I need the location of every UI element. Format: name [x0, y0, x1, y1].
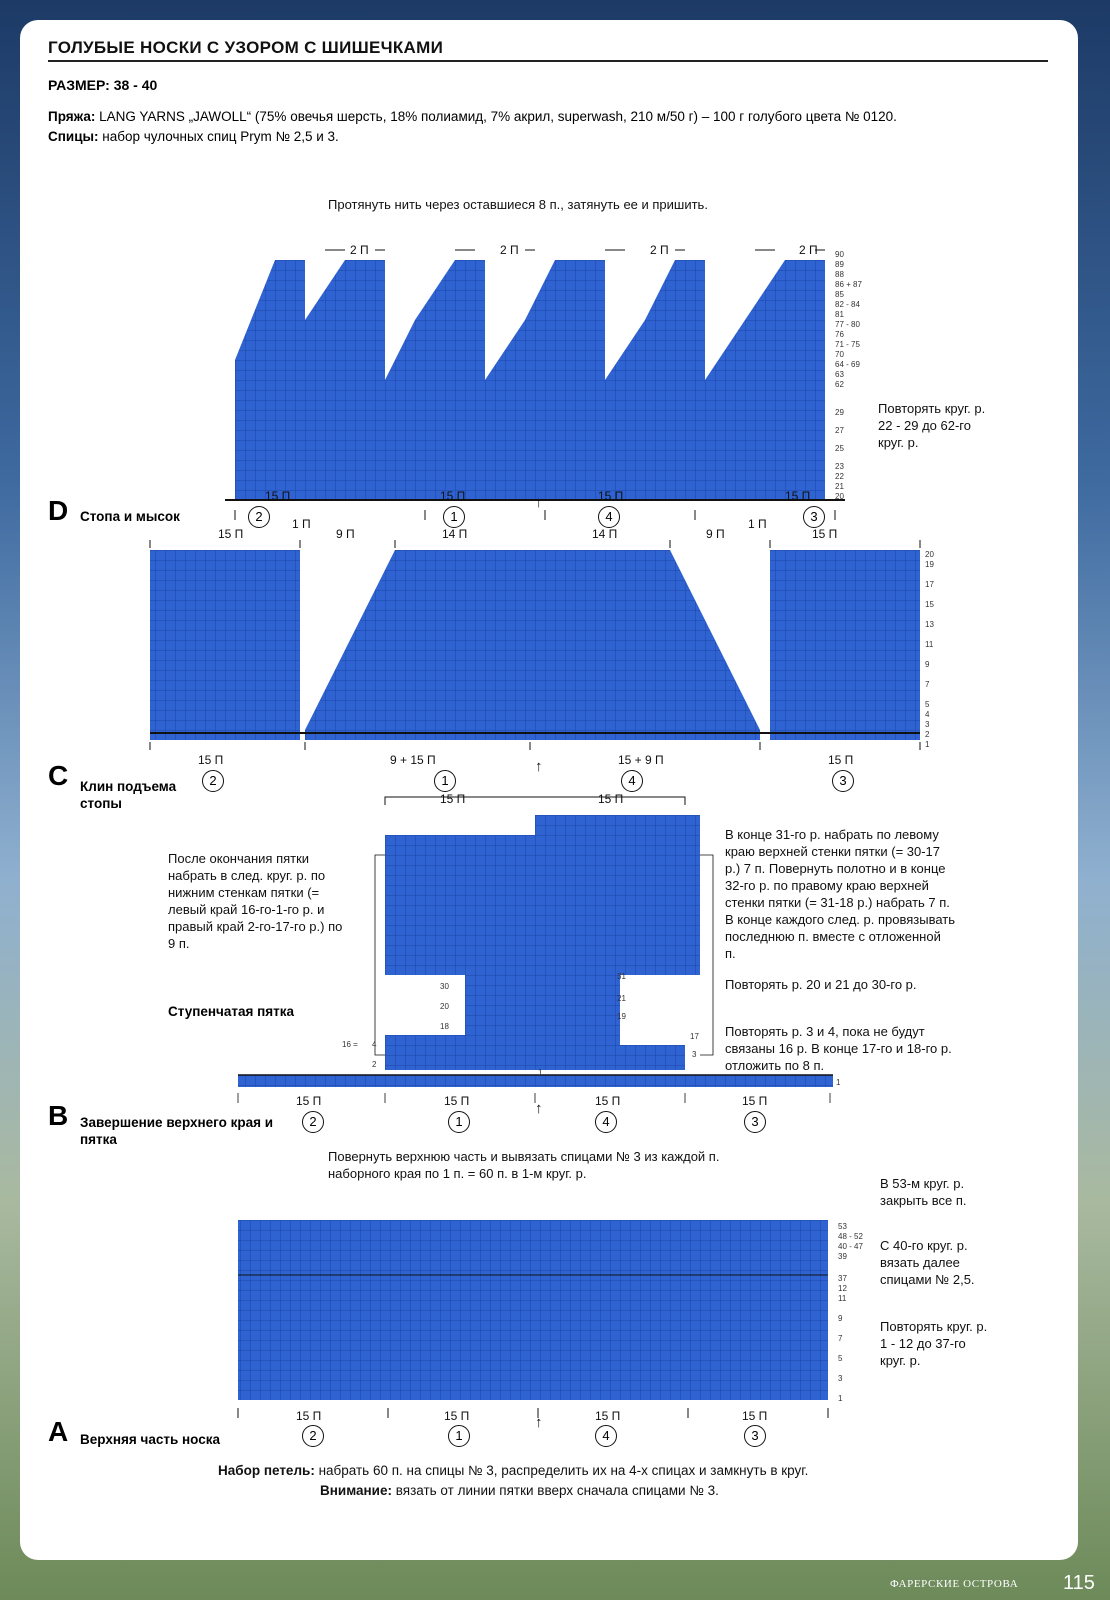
- cast-on-text: набрать 60 п. на спицы № 3, распределить их на 4-х спицах и замкнуть в круг.: [314, 1463, 809, 1478]
- b-heel-num-1: 1: [538, 1068, 543, 1077]
- b-heel-num-4: 4: [372, 1040, 377, 1049]
- c-top-label-3: 9 П: [336, 527, 355, 541]
- b-heel-num-3: 3: [692, 1050, 697, 1059]
- page-number: 115: [1063, 1572, 1095, 1594]
- d-repeat-note: Повторять круг. р. 22 - 29 до 62-го круг. р.: [878, 401, 986, 450]
- b-heel-num-20: 20: [440, 1002, 449, 1011]
- yarn-text: LANG YARNS „JAWOLL“ (75% овечья шерсть, 18% полиамид, 7% акрил, superwash, 210 м/50 г) – 100 г голубого цвета № 0120.: [95, 109, 897, 124]
- d-needle-1: 1: [443, 506, 465, 528]
- b-heel-num-16: 16 =: [342, 1040, 358, 1049]
- c-needle-3: 3: [832, 770, 854, 792]
- b-center-arrow: ↑: [535, 1100, 543, 1117]
- a-needle-1: 1: [448, 1425, 470, 1447]
- c-row-numbers: 20 19 17 15 13 11 9 7 5 4 3 2 1: [925, 550, 934, 749]
- needles-line: [48, 129, 339, 144]
- b-needle-3: 3: [744, 1111, 766, 1133]
- c-needle-4: 4: [621, 770, 643, 792]
- page-footer: [880, 1566, 1110, 1600]
- cast-on-label: Набор петель:: [218, 1463, 315, 1478]
- a-row-numbers: 53 48 - 52 40 - 47 39 37 12 11 9 7 5 3 1: [838, 1222, 863, 1403]
- section-a-title: Верхняя часть носка: [80, 1432, 221, 1447]
- section-d-title: Стопа и мысок: [80, 509, 180, 524]
- d-center-arrow: ↑: [535, 494, 543, 511]
- c-top-label-5: 14 П: [592, 527, 618, 541]
- c-top-label-4: 14 П: [442, 527, 468, 541]
- size-line: РАЗМЕР: 38 - 40: [48, 77, 158, 93]
- a-bottom-label-4: 15 П: [742, 1409, 768, 1423]
- c-bottom-label-1: 15 П: [198, 753, 224, 767]
- b-bottom-label-2: 15 П: [444, 1094, 470, 1108]
- b-top-label-1: 15 П: [440, 792, 466, 806]
- b-bottom-note: Повернуть верхнюю часть и вывязать спицами № 3 из каждой п. наборного края по 1 п. = 60 п. в 1-м круг. р.: [328, 1149, 720, 1181]
- d-top-label-3: 2 П: [650, 243, 669, 257]
- a-note-1: В 53-м круг. р. закрыть все п.: [880, 1176, 967, 1208]
- d-needle-3: 3: [803, 506, 825, 528]
- section-d-top-note: Протянуть нить через оставшиеся 8 п., затянуть ее и пришить.: [328, 197, 708, 212]
- d-top-label-2: 2 П: [500, 243, 519, 257]
- b-heel-num-31: 31: [617, 972, 626, 981]
- a-center-arrow: ↑: [535, 1414, 543, 1431]
- d-top-label-1: 2 П: [350, 243, 369, 257]
- b-bottom-label-4: 15 П: [742, 1094, 768, 1108]
- magazine-page: [20, 20, 1078, 1560]
- a-needle-2: 2: [302, 1425, 324, 1447]
- d-top-label-4: 2 П: [799, 243, 818, 257]
- b-heel-subtitle: Ступенчатая пятка: [168, 1004, 295, 1019]
- c-top-label-2: 1 П: [292, 517, 311, 531]
- section-b-letter: B: [48, 1100, 69, 1131]
- d-needle-4: 4: [598, 506, 620, 528]
- section-d-chart: [225, 220, 865, 520]
- yarn-line: [48, 109, 897, 124]
- c-top-label-6: 9 П: [706, 527, 725, 541]
- attention-label: Внимание:: [320, 1483, 392, 1498]
- a-needle-4: 4: [595, 1425, 617, 1447]
- section-c-title: Клин подъема стопы: [80, 779, 177, 811]
- section-b-title: Завершение верхнего края и пятка: [80, 1115, 274, 1147]
- c-bottom-label-3: 15 + 9 П: [618, 753, 664, 767]
- yarn-label: Пряжа:: [48, 109, 96, 124]
- footer-section: ФАРЕРСКИЕ ОСТРОВА: [890, 1578, 1019, 1590]
- cast-on-line: [218, 1462, 808, 1479]
- needles-label: Спицы:: [48, 129, 99, 144]
- b-bottom-label-3: 15 П: [595, 1094, 621, 1108]
- b-heel-num-21: 21: [617, 994, 626, 1003]
- b-right-note-2: Повторять р. 20 и 21 до 30-го р.: [725, 977, 917, 992]
- section-c-chart: [145, 540, 925, 750]
- title-divider: [48, 60, 1048, 62]
- c-bottom-label-4: 15 П: [828, 753, 854, 767]
- pattern-title: ГОЛУБЫЕ НОСКИ С УЗОРОМ С ШИШЕЧКАМИ: [48, 38, 444, 57]
- attention-text: вязать от линии пятки вверх сначала спицами № 3.: [391, 1483, 719, 1498]
- b-heel-num-18: 18: [440, 1022, 449, 1031]
- section-a-letter: A: [48, 1416, 69, 1447]
- c-top-label-1: 15 П: [218, 527, 244, 541]
- b-right-note-1: В конце 31-го р. набрать по левому краю верхней стенки пятки (= 30-17 р.) 7 п. Повернуть полотно и в конце 32-го р. по правому краю верхней стенки пятки (= 31-18 р.) набрать 7 п. В конце каждого след. р. провязывать последнюю п. вместе с отложенной п.: [725, 827, 956, 961]
- section-a-chart: [230, 1220, 840, 1430]
- c-center-arrow: ↑: [535, 758, 543, 775]
- b-heel-num-17: 17: [690, 1032, 699, 1041]
- a-needle-3: 3: [744, 1425, 766, 1447]
- b-heel-num-2: 2: [372, 1060, 377, 1069]
- c-top-label-7: 1 П: [748, 517, 767, 531]
- attention-line: [320, 1482, 719, 1499]
- b-needle-4: 4: [595, 1111, 617, 1133]
- d-bottom-label-1: 15 П: [265, 489, 291, 503]
- b-right-note-3: Повторять р. 3 и 4, пока не будут связаны 16 р. В конце 17-го и 18-го р. отложить по 8 п.: [725, 1024, 952, 1073]
- c-needle-1: 1: [434, 770, 456, 792]
- a-bottom-label-3: 15 П: [595, 1409, 621, 1423]
- a-note-2: С 40-го круг. р. вязать далее спицами № 2,5.: [880, 1238, 975, 1287]
- b-top-label-2: 15 П: [598, 792, 624, 806]
- b-cast-on-num-1: 1: [836, 1078, 841, 1087]
- a-note-3: Повторять круг. р. 1 - 12 до 37-го круг. р.: [880, 1319, 988, 1368]
- a-bottom-label-2: 15 П: [444, 1409, 470, 1423]
- b-needle-1: 1: [448, 1111, 470, 1133]
- b-heel-num-19: 19: [617, 1012, 626, 1021]
- d-bottom-label-3: 15 П: [598, 489, 624, 503]
- d-row-numbers: 90 89 88 86 + 87 85 82 - 84 81 77 - 80 76 71 - 75 70 64 - 69 63 62 29 27 25 23 22 21 20: [835, 250, 862, 501]
- section-c-letter: C: [48, 760, 69, 791]
- b-heel-num-30: 30: [440, 982, 449, 991]
- d-bottom-label-4: 15 П: [785, 489, 811, 503]
- b-bottom-label-1: 15 П: [296, 1094, 322, 1108]
- b-needle-2: 2: [302, 1111, 324, 1133]
- c-bottom-label-2: 9 + 15 П: [390, 753, 436, 767]
- c-top-label-8: 15 П: [812, 527, 838, 541]
- a-bottom-label-1: 15 П: [296, 1409, 322, 1423]
- c-needle-2: 2: [202, 770, 224, 792]
- needles-text: набор чулочных спиц Prym № 2,5 и 3.: [98, 129, 339, 144]
- section-d-letter: D: [48, 495, 69, 526]
- d-bottom-label-2: 15 П: [440, 489, 466, 503]
- b-left-note: После окончания пятки набрать в след. круг. р. по нижним стенкам пятки (= левый край 16-го-1-го р. и правый край 2-го-17-го р.) по 9 п.: [168, 851, 343, 951]
- d-needle-2: 2: [248, 506, 270, 528]
